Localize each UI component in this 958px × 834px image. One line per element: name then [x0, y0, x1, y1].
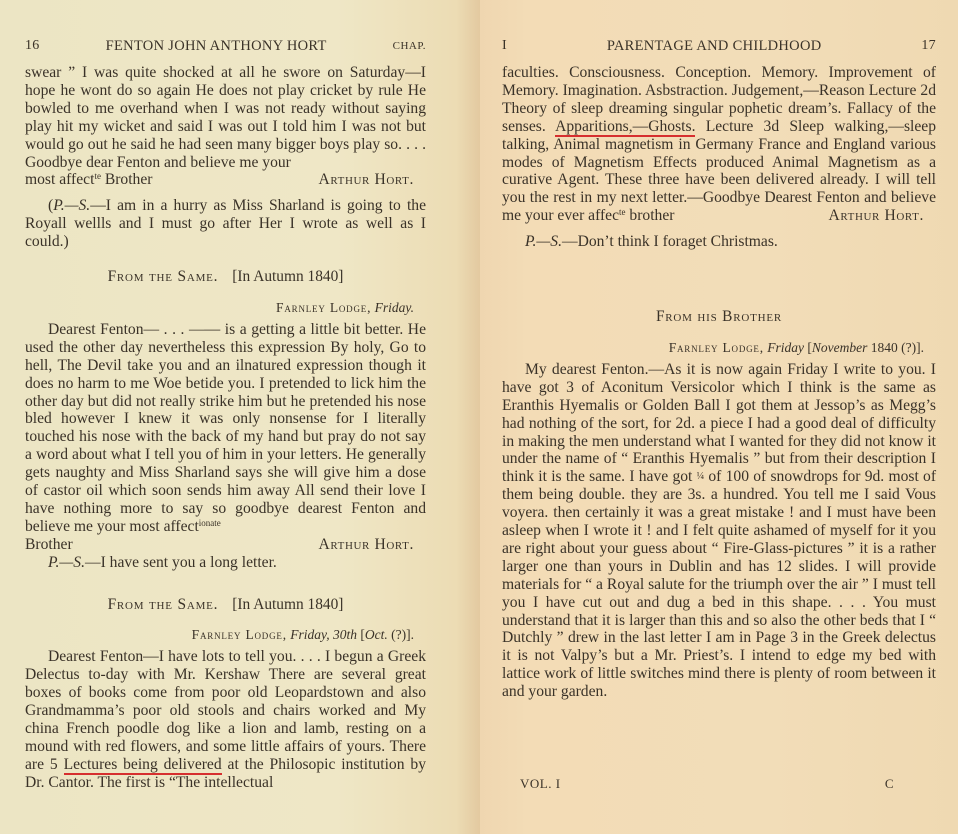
letter-continuation: swear ” I was quite shocked at all he swore on Saturday—I hope he wont do so again He does not play cricket by rule He bowled to me overhand when I was not ready without saying play hit my wicket and said I was out I told him I was not but would go out he said he had seen many bigger boys play so. . . . Goodbye dear Fenton and believe me your: [25, 64, 426, 171]
signature-line: most affect$^{te}$ Brother Arthur Hort.: [25, 171, 414, 189]
left-page-body: [25, 64, 426, 792]
dateline: Farnley Lodge, Friday [November 1840 (?)].: [668, 339, 924, 355]
running-head-right: [502, 38, 936, 55]
chapter-number: I: [502, 38, 507, 53]
fraction: ¼: [696, 471, 705, 483]
highlighted-phrase[interactable]: Apparitions,—Ghosts.: [555, 117, 696, 135]
page-footer: [520, 776, 894, 792]
signature: Arthur Hort.: [828, 207, 924, 225]
highlighted-phrase[interactable]: Lectures being delivered: [63, 755, 222, 773]
right-page-body: [502, 64, 936, 701]
right-page: [480, 0, 958, 834]
dateline: Farnley Lodge, Friday.: [276, 299, 414, 315]
running-title: FENTON JOHN ANTHONY HORT: [105, 38, 327, 54]
postscript: P.—S.—I have sent you a long letter.: [48, 553, 277, 571]
signature-line: Brother Arthur Hort.: [25, 535, 414, 553]
signature-mark: C: [884, 776, 894, 791]
letter-continuation: faculties. Consciousness. Conception. Memory. Improvement of Memory. Imagination. Asbstraction. Judgement,—Reason Lecture 2d Theory of sleep dreaming singular pophetic dream’s. Fallacy of the senses. Apparitions,—Ghosts. Lecture 3d Sleep walking,—sleep talking, Animal magnetism in Germany France and England various modes of Magnetism Effects produced Animal Magnetism as a curative Agent. These three have been delivered already. I will tell you the rest in my next letter.—Goodbye Dearest Fenton and believe me your ever affec$^{te}$ brother Arthur Hort.: [502, 64, 937, 225]
chapter-label: CHAP.: [392, 40, 426, 52]
running-title: PARENTAGE AND CHILDHOOD: [606, 38, 822, 54]
running-head-left: [25, 38, 426, 55]
postscript: P.—S.—Don’t think I foraget Christmas.: [525, 233, 778, 251]
signature: Arthur Hort.: [318, 535, 414, 553]
page-number: 16: [25, 38, 40, 53]
signature: Arthur Hort.: [318, 171, 414, 189]
postscript: (P.—S.—I am in a hurry as Miss Sharland is going to the Royall wellls and I must go after Her I wrote as well as I could.): [25, 197, 426, 251]
letter-body: Dearest Fenton—I have lots to tell you. . . . I begun a Greek Delectus to-day with Mr. Kershaw There are several great boxes of books come from poor old Leopardstown and also Grandmamma’s poor old stools and chairs worked and My china French poodle dog like a lion and lamb, resting on a mound with red flowers, and some little affairs of yours. There are 5 Lectures being delivered at the Philosopic institution by Dr. Cantor. The first is “The intellectual: [25, 648, 426, 791]
letter-heading: From the Same. [In Autumn 1840]: [107, 595, 344, 613]
dateline: Farnley Lodge, Friday, 30th [Oct. (?)].: [191, 627, 414, 643]
letter-heading: From the Same. [In Autumn 1840]: [107, 268, 344, 286]
letter-body: Dearest Fenton— . . . —— is a getting a little bit better. He used the other day nevertheless this expression By holy, Go to hell, The Devil take you and an ilnatured expression though it does no harm to me Woe betide you. I pretended to lick him the other day but did not really strike him but he pretended his nose bled however I knew it was only nonsense for I literally touched his nose with the back of my hand but pray do not say a word about what I tell you of him in your letters. He generally gets naughty and Miss Sharland says she will give him a dose of castor oil which soon sends him away All send their love I have nothing more to say so goodbye dearest Fenton and believe me your most affect$^{ionate}$: [25, 320, 426, 535]
letter-heading: From his Brother: [655, 308, 783, 326]
volume-label: VOL. I: [520, 776, 561, 791]
letter-body: My dearest Fenton.—As it is now again Friday I write to you. I have got 3 of Aconitum Versicolor which I think is the same as Eranthis Hyemalis or Golden Ball I got them at Jessop’s as Megg’s had nothing of the sort, for 2d. a piece I had a good deal of difficulty in making the men understand what I wanted for they did not know it under the name of “ Eranthis Hyemalis ” but from their description I think it is the same. I have got ¼ of 100 of snowdrops for 9d. most of them being double. they are 3s. a hundred. You tell me I said Vous voyera. then certainly it was a great mistake ! and I must have been asleep when I wrote it ! and I felt quite ashamed of myself for it you are right about your guess about “ Fire-Glass-pictures ” it is a rather larger one than yours in Dublin and has 12 slides. I will provide materials for “ a Royal salute for the triumph over the air ” I must tell you I have cut out and dug a bed in this shape. . . . You must understand that it is larger than this and so also the other beds that I “ Dutchly ” drew in the last letter I am in Page 3 in the Greek delectus it is not Valpy’s but a Mr. Priest’s. I intend to edge my bed with lattice work of little switches mind there is plenty of room between it and your garden.: [502, 360, 937, 701]
page-number: 17: [921, 38, 936, 53]
